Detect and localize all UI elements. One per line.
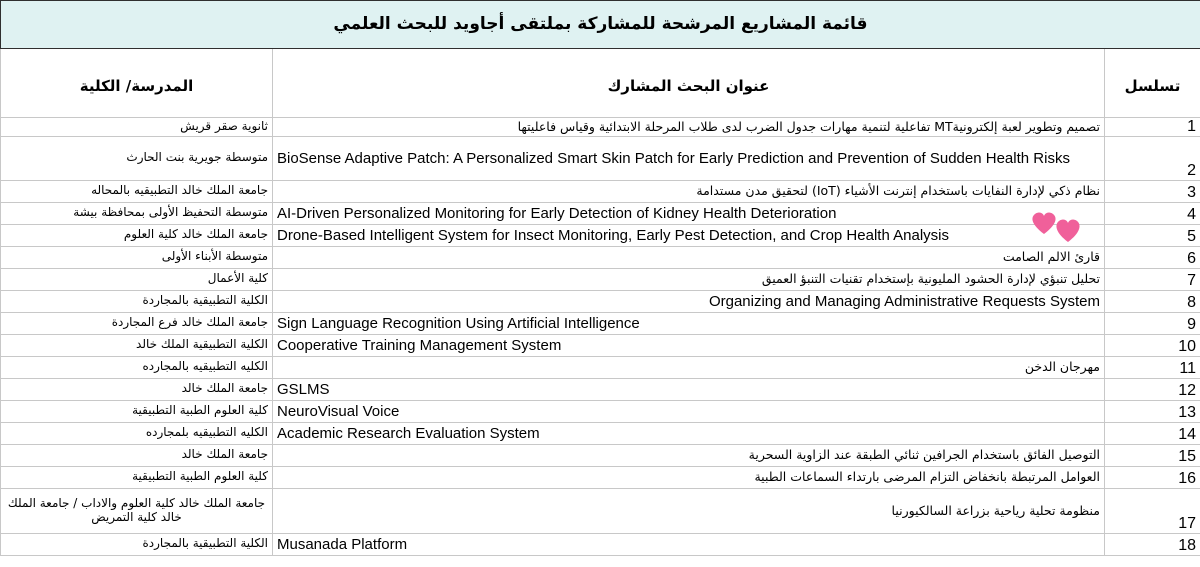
table-row: [1, 224, 1200, 246]
title-cell[interactable]: قارئ الالم الصامت: [273, 246, 1105, 268]
table-row: [1, 422, 1200, 444]
school-cell[interactable]: متوسطة الأبناء الأولى: [1, 246, 273, 268]
school-cell[interactable]: الكليه التطبيقيه بالمجارده: [1, 356, 273, 378]
serial-cell[interactable]: 12: [1105, 378, 1200, 400]
table-row: [1, 334, 1200, 356]
serial-cell[interactable]: 1: [1105, 117, 1200, 136]
title-cell[interactable]: AI-Driven Personalized Monitoring for Early Detection of Kidney Health Deterioration: [273, 202, 1105, 224]
title-cell[interactable]: Sign Language Recognition Using Artificial Intelligence: [273, 312, 1105, 334]
table-row: [1, 246, 1200, 268]
school-cell[interactable]: كلية العلوم الطبية التطبيقية: [1, 400, 273, 422]
title-cell[interactable]: Cooperative Training Management System: [273, 334, 1105, 356]
table-row: [1, 202, 1200, 224]
title-cell[interactable]: BioSense Adaptive Patch: A Personalized Smart Skin Patch for Early Prediction and Prevention of Sudden Health Risks: [273, 136, 1105, 180]
school-cell[interactable]: الكلية التطبيقية بالمجاردة: [1, 533, 273, 555]
header-school[interactable]: المدرسة/ الكلية: [1, 57, 273, 117]
header-serial[interactable]: تسلسل: [1105, 57, 1200, 117]
table-row: [1, 290, 1200, 312]
title-cell[interactable]: منظومة تحلية رياحية بزراعة السالكيورنيا: [273, 488, 1105, 533]
serial-cell[interactable]: 8: [1105, 290, 1200, 312]
serial-cell[interactable]: 15: [1105, 444, 1200, 466]
school-cell[interactable]: الكلية التطبيقية بالمجاردة: [1, 290, 273, 312]
header-row: [1, 57, 1200, 117]
table-row: [1, 533, 1200, 555]
serial-cell[interactable]: 5: [1105, 224, 1200, 246]
serial-cell[interactable]: 14: [1105, 422, 1200, 444]
serial-cell[interactable]: 11: [1105, 356, 1200, 378]
title-cell[interactable]: التوصيل الفائق باستخدام الجرافين ثنائي الطبقة عند الزاوية السحرية: [273, 444, 1105, 466]
table-row: [1, 180, 1200, 202]
school-cell[interactable]: كلية العلوم الطبية التطبيقية: [1, 466, 273, 488]
title-cell[interactable]: Drone-Based Intelligent System for Insect Monitoring, Early Pest Detection, and Crop Health Analysis: [273, 224, 1105, 246]
serial-cell[interactable]: 16: [1105, 466, 1200, 488]
title-cell[interactable]: GSLMS: [273, 378, 1105, 400]
banner-title: قائمة المشاريع المرشحة للمشاركة بملتقى أجاويد للبحث العلمي: [1, 1, 1200, 49]
school-cell[interactable]: الكليه التطبيقيه بلمجارده: [1, 422, 273, 444]
heart-large-icon: [1056, 220, 1079, 242]
serial-cell[interactable]: 7: [1105, 268, 1200, 290]
school-cell[interactable]: الكلية التطبيقية الملك خالد: [1, 334, 273, 356]
table-row: [1, 378, 1200, 400]
serial-cell[interactable]: 6: [1105, 246, 1200, 268]
table-row: [1, 466, 1200, 488]
heart-small-icon: [1032, 213, 1055, 234]
title-cell[interactable]: Organizing and Managing Administrative Requests System: [273, 290, 1105, 312]
serial-cell[interactable]: 13: [1105, 400, 1200, 422]
title-cell[interactable]: Musanada Platform: [273, 533, 1105, 555]
table-row: [1, 312, 1200, 334]
table-row: [1, 488, 1200, 533]
title-cell[interactable]: تصميم وتطوير لعبة إلكترونيةMT تفاعلية لتنمية مهارات جدول الضرب لدى طلاب المرحلة الابتدائية وقياس فاعليتها: [273, 117, 1105, 136]
serial-cell[interactable]: 18: [1105, 533, 1200, 555]
serial-cell[interactable]: 10: [1105, 334, 1200, 356]
school-cell[interactable]: متوسطة جويرية بنت الحارث: [1, 136, 273, 180]
school-cell[interactable]: ثانوية صقر قريش: [1, 117, 273, 136]
school-cell[interactable]: جامعة الملك خالد: [1, 378, 273, 400]
school-cell[interactable]: جامعة الملك خالد كلية العلوم والاداب / جامعة الملك خالد كلية التمريض: [1, 488, 273, 533]
school-cell[interactable]: جامعة الملك خالد فرع المجاردة: [1, 312, 273, 334]
title-cell[interactable]: تحليل تنبؤي لإدارة الحشود المليونية بإستخدام تقنيات التنبؤ العميق: [273, 268, 1105, 290]
table-row: [1, 400, 1200, 422]
table-row: [1, 117, 1200, 136]
serial-cell[interactable]: 9: [1105, 312, 1200, 334]
school-cell[interactable]: جامعة الملك خالد: [1, 444, 273, 466]
serial-cell[interactable]: 17: [1105, 488, 1200, 533]
table-row: [1, 356, 1200, 378]
serial-cell[interactable]: 3: [1105, 180, 1200, 202]
title-cell[interactable]: نظام ذكي لإدارة النفايات باستخدام إنترنت الأشياء (IoT) لتحقيق مدن مستدامة: [273, 180, 1105, 202]
title-cell[interactable]: Academic Research Evaluation System: [273, 422, 1105, 444]
serial-cell[interactable]: 4: [1105, 202, 1200, 224]
header-title[interactable]: عنوان البحث المشارك: [273, 57, 1105, 117]
title-cell[interactable]: NeuroVisual Voice: [273, 400, 1105, 422]
school-cell[interactable]: جامعة الملك خالد التطبيقيه بالمحاله: [1, 180, 273, 202]
school-cell[interactable]: متوسطة التحفيظ الأولى بمحافظة بيشة: [1, 202, 273, 224]
serial-cell[interactable]: 2: [1105, 136, 1200, 180]
banner-row: [1, 1, 1200, 49]
school-cell[interactable]: كلية الأعمال: [1, 268, 273, 290]
title-cell[interactable]: العوامل المرتبطة بانخفاض التزام المرضى بارتداء السماعات الطبية: [273, 466, 1105, 488]
school-cell[interactable]: جامعة الملك خالد كلية العلوم: [1, 224, 273, 246]
spacer-row: [1, 49, 1200, 58]
table-row: [1, 444, 1200, 466]
table-row: [1, 136, 1200, 180]
title-cell[interactable]: مهرجان الدخن: [273, 356, 1105, 378]
hearts-sticker-icon: [1028, 204, 1084, 244]
table-row: [1, 268, 1200, 290]
